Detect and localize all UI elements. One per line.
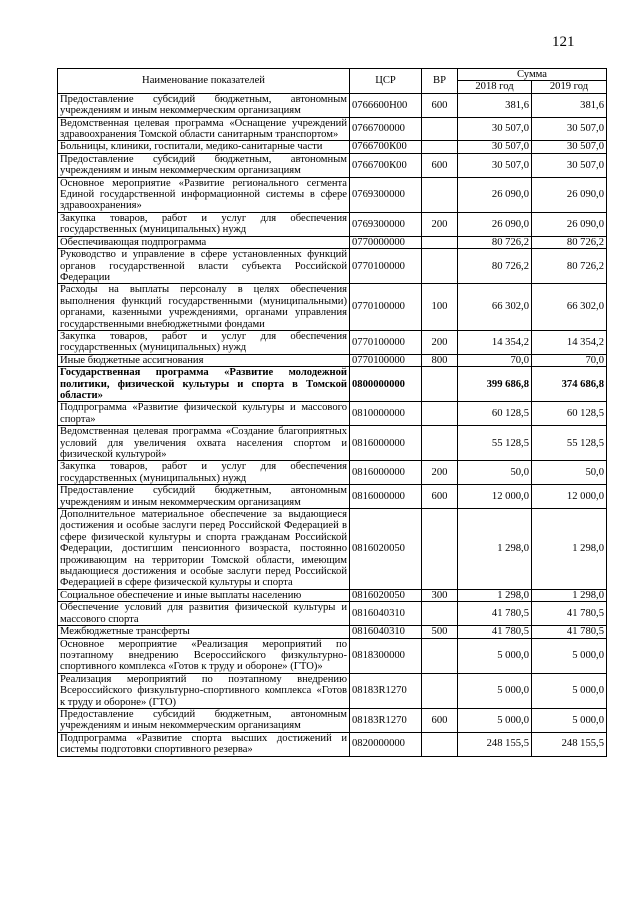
- row-csr: 0818300000: [350, 638, 422, 673]
- row-vr: [422, 249, 458, 284]
- row-sum-2019: 50,0: [532, 461, 607, 485]
- row-sum-2019: 26 090,0: [532, 212, 607, 236]
- row-sum-2018: 55 128,5: [458, 426, 532, 461]
- table-row: [58, 141, 607, 153]
- row-csr: 0766700000: [350, 117, 422, 141]
- row-csr: 0820000000: [350, 732, 422, 756]
- row-csr: 0770100000: [350, 284, 422, 331]
- row-name: Государственная программа «Развитие молодежной политики, физической культуры и спорта в Томской области»: [58, 367, 350, 402]
- row-csr: 0770000000: [350, 236, 422, 248]
- row-name: Подпрограмма «Развитие физической культуры и массового спорта»: [58, 402, 350, 426]
- row-sum-2018: 41 780,5: [458, 602, 532, 626]
- row-sum-2018: 1 298,0: [458, 509, 532, 590]
- row-vr: [422, 402, 458, 426]
- row-name: Обеспечение условий для развития физической культуры и массового спорта: [58, 602, 350, 626]
- row-vr: 600: [422, 485, 458, 509]
- header-vr: ВР: [422, 69, 458, 94]
- row-sum-2018: 248 155,5: [458, 732, 532, 756]
- row-sum-2018: 399 686,8: [458, 367, 532, 402]
- row-sum-2018: 50,0: [458, 461, 532, 485]
- row-name: Предоставление субсидий бюджетным, автономным учреждениям и иным некоммерческим организациям: [58, 153, 350, 177]
- row-sum-2019: 12 000,0: [532, 485, 607, 509]
- row-sum-2018: 80 726,2: [458, 249, 532, 284]
- row-sum-2019: 30 507,0: [532, 153, 607, 177]
- row-name: Основное мероприятие «Реализация мероприятий по поэтапному внедрению Всероссийского физкультурно-спортивного комплекса «Готов к труду и обороне» (ГТО)»: [58, 638, 350, 673]
- row-vr: [422, 509, 458, 590]
- row-sum-2018: 30 507,0: [458, 117, 532, 141]
- row-csr: 0766700К00: [350, 153, 422, 177]
- row-csr: 0769300000: [350, 177, 422, 212]
- row-sum-2019: 41 780,5: [532, 626, 607, 638]
- table-row: [58, 708, 607, 732]
- row-sum-2018: 5 000,0: [458, 638, 532, 673]
- row-name: Обеспечивающая подпрограмма: [58, 236, 350, 248]
- table-row: [58, 153, 607, 177]
- row-vr: [422, 638, 458, 673]
- row-sum-2019: 55 128,5: [532, 426, 607, 461]
- row-sum-2018: 41 780,5: [458, 626, 532, 638]
- row-sum-2018: 30 507,0: [458, 153, 532, 177]
- row-csr: 0816020050: [350, 509, 422, 590]
- row-sum-2018: 1 298,0: [458, 589, 532, 601]
- row-name: Предоставление субсидий бюджетным, автономным учреждениям и иным некоммерческим организациям: [58, 485, 350, 509]
- header-csr: ЦСР: [350, 69, 422, 94]
- row-sum-2018: 26 090,0: [458, 212, 532, 236]
- row-csr: 08183R1270: [350, 673, 422, 708]
- row-sum-2018: 60 128,5: [458, 402, 532, 426]
- row-name: Расходы на выплаты персоналу в целях обеспечения выполнения функций государственными (муниципальными) органами, казенными учреждениями, органами управления государственными внебюджетными фондами: [58, 284, 350, 331]
- row-name: Закупка товаров, работ и услуг для обеспечения государственных (муниципальных) нужд: [58, 212, 350, 236]
- row-sum-2019: 41 780,5: [532, 602, 607, 626]
- row-name: Основное мероприятие «Развитие регионального сегмента Единой государственной информационной системы в сфере здравоохранения»: [58, 177, 350, 212]
- table-row: [58, 236, 607, 248]
- row-sum-2018: 70,0: [458, 354, 532, 366]
- row-name: Дополнительное материальное обеспечение за выдающиеся достижения и особые заслуги перед Российской Федерацией в сфере физической культуры и спорта гражданам Российской Федерации, достигшим пенсионного возраста, постоянно проживающим на территории Томской области, имеющим выдающиеся достижения и особые заслуги перед Российской Федерацией в сфере физической культуры и спорта: [58, 509, 350, 590]
- row-name: Межбюджетные трансферты: [58, 626, 350, 638]
- row-vr: 800: [422, 354, 458, 366]
- row-vr: [422, 141, 458, 153]
- row-name: Социальное обеспечение и иные выплаты населению: [58, 589, 350, 601]
- table-row: [58, 330, 607, 354]
- table-row: [58, 284, 607, 331]
- row-name: Больницы, клиники, госпитали, медико-санитарные части: [58, 141, 350, 153]
- row-sum-2018: 5 000,0: [458, 673, 532, 708]
- row-sum-2018: 381,6: [458, 93, 532, 117]
- table-row: [58, 461, 607, 485]
- row-csr: 0816040310: [350, 602, 422, 626]
- row-sum-2018: 80 726,2: [458, 236, 532, 248]
- row-csr: 08183R1270: [350, 708, 422, 732]
- row-sum-2019: 14 354,2: [532, 330, 607, 354]
- header-sum: Сумма: [458, 69, 607, 81]
- row-csr: 0766600Н00: [350, 93, 422, 117]
- row-csr: 0816000000: [350, 461, 422, 485]
- row-sum-2019: 30 507,0: [532, 117, 607, 141]
- row-sum-2019: 381,6: [532, 93, 607, 117]
- row-name: Ведомственная целевая программа «Оснащение учреждений здравоохранения Томской области санитарным транспортом»: [58, 117, 350, 141]
- row-name: Руководство и управление в сфере установленных функций органов государственной власти субъекта Российской Федерации: [58, 249, 350, 284]
- row-vr: [422, 426, 458, 461]
- row-vr: [422, 367, 458, 402]
- row-csr: 0816000000: [350, 485, 422, 509]
- row-csr: 0816040310: [350, 626, 422, 638]
- page-number: 121: [552, 34, 575, 50]
- row-name: Предоставление субсидий бюджетным, автономным учреждениям и иным некоммерческим организациям: [58, 93, 350, 117]
- table-body: [58, 93, 607, 756]
- table-row: [58, 93, 607, 117]
- row-sum-2019: 5 000,0: [532, 708, 607, 732]
- row-vr: 600: [422, 93, 458, 117]
- row-sum-2019: 1 298,0: [532, 589, 607, 601]
- row-vr: [422, 673, 458, 708]
- row-sum-2019: 5 000,0: [532, 638, 607, 673]
- table-row: [58, 732, 607, 756]
- row-name: Реализация мероприятий по поэтапному внедрению Всероссийского физкультурно-спортивного комплекса «Готов к труду и обороне» (ГТО): [58, 673, 350, 708]
- table-row: [58, 638, 607, 673]
- row-sum-2018: 26 090,0: [458, 177, 532, 212]
- header-year-2018: 2018 год: [458, 81, 532, 93]
- row-name: Закупка товаров, работ и услуг для обеспечения государственных (муниципальных) нужд: [58, 330, 350, 354]
- row-vr: [422, 732, 458, 756]
- row-vr: 600: [422, 153, 458, 177]
- row-name: Иные бюджетные ассигнования: [58, 354, 350, 366]
- row-csr: 0816020050: [350, 589, 422, 601]
- row-vr: 500: [422, 626, 458, 638]
- row-csr: 0770100000: [350, 330, 422, 354]
- row-sum-2019: 5 000,0: [532, 673, 607, 708]
- row-vr: 200: [422, 330, 458, 354]
- budget-table: [57, 68, 607, 757]
- row-name: Ведомственная целевая программа «Создание благоприятных условий для увеличения охвата населения спортом и физической культурой»: [58, 426, 350, 461]
- row-csr: 0800000000: [350, 367, 422, 402]
- row-sum-2019: 248 155,5: [532, 732, 607, 756]
- table-row: [58, 354, 607, 366]
- row-vr: 300: [422, 589, 458, 601]
- row-sum-2019: 66 302,0: [532, 284, 607, 331]
- row-sum-2019: 30 507,0: [532, 141, 607, 153]
- table-row: [58, 367, 607, 402]
- table-row: [58, 602, 607, 626]
- row-vr: 600: [422, 708, 458, 732]
- row-csr: 0810000000: [350, 402, 422, 426]
- row-sum-2019: 26 090,0: [532, 177, 607, 212]
- row-csr: 0766700К00: [350, 141, 422, 153]
- row-vr: [422, 117, 458, 141]
- row-sum-2019: 1 298,0: [532, 509, 607, 590]
- table-row: [58, 589, 607, 601]
- row-vr: 200: [422, 461, 458, 485]
- table-row: [58, 249, 607, 284]
- row-sum-2018: 14 354,2: [458, 330, 532, 354]
- row-name: Предоставление субсидий бюджетным, автономным учреждениям и иным некоммерческим организациям: [58, 708, 350, 732]
- row-vr: 100: [422, 284, 458, 331]
- row-sum-2019: 70,0: [532, 354, 607, 366]
- row-sum-2018: 5 000,0: [458, 708, 532, 732]
- table-row: [58, 402, 607, 426]
- row-name: Подпрограмма «Развитие спорта высших достижений и системы подготовки спортивного резерва»: [58, 732, 350, 756]
- table-row: [58, 177, 607, 212]
- table-row: [58, 626, 607, 638]
- row-csr: 0770100000: [350, 249, 422, 284]
- row-sum-2019: 80 726,2: [532, 249, 607, 284]
- row-vr: [422, 177, 458, 212]
- header-name: Наименование показателей: [58, 69, 350, 94]
- table-row: [58, 509, 607, 590]
- row-csr: 0816000000: [350, 426, 422, 461]
- table-row: [58, 673, 607, 708]
- row-sum-2018: 66 302,0: [458, 284, 532, 331]
- row-csr: 0769300000: [350, 212, 422, 236]
- row-sum-2019: 60 128,5: [532, 402, 607, 426]
- row-vr: [422, 236, 458, 248]
- row-sum-2019: 374 686,8: [532, 367, 607, 402]
- row-vr: [422, 602, 458, 626]
- row-sum-2019: 80 726,2: [532, 236, 607, 248]
- row-vr: 200: [422, 212, 458, 236]
- table-row: [58, 426, 607, 461]
- header-year-2019: 2019 год: [532, 81, 607, 93]
- row-sum-2018: 30 507,0: [458, 141, 532, 153]
- table-row: [58, 485, 607, 509]
- row-name: Закупка товаров, работ и услуг для обеспечения государственных (муниципальных) нужд: [58, 461, 350, 485]
- table-row: [58, 212, 607, 236]
- row-sum-2018: 12 000,0: [458, 485, 532, 509]
- row-csr: 0770100000: [350, 354, 422, 366]
- table-row: [58, 117, 607, 141]
